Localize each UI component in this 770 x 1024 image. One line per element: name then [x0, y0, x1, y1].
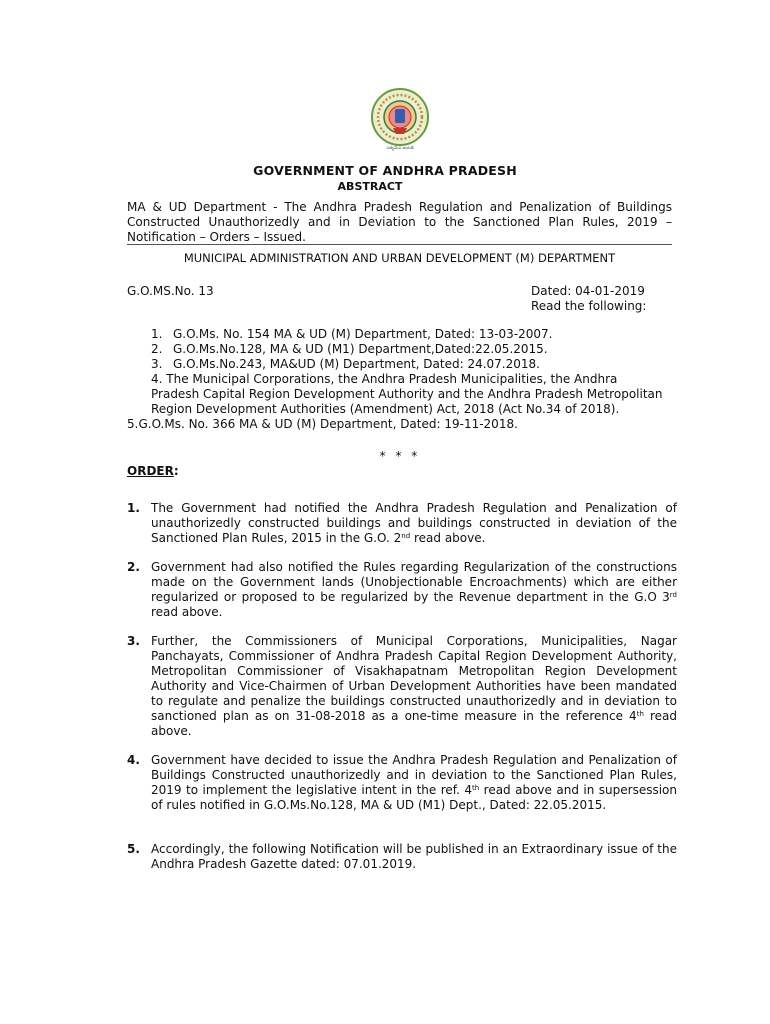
abstract-heading: ABSTRACT: [337, 180, 403, 193]
subject-text: MA & UD Department - The Andhra Pradesh Regulation and Penalization of Buildings Constructed Unauthorizedly and in Deviation to the Sanctioned Plan Rules, 2019 – Notification – Orders – Issued.: [127, 200, 672, 244]
department-name: MUNICIPAL ADMINISTRATION AND URBAN DEVELOPMENT (M) DEPARTMENT: [183, 251, 616, 265]
emblem-caption: సత్యమేవ జయతే: [386, 145, 414, 150]
reference-item: [127, 417, 666, 432]
state-emblem: [369, 88, 431, 156]
paragraph-number: 5.: [127, 842, 140, 856]
reference-text: G.O.Ms. No. 366 MA & UD (M) Department, Dated: 19-11-2018.: [138, 417, 518, 431]
reference-number: 2.: [151, 342, 163, 356]
reference-list: [127, 327, 666, 432]
government-title: GOVERNMENT OF ANDHRA PRADESH: [253, 163, 517, 178]
paragraph-number: 3.: [127, 634, 140, 648]
order-heading: ORDER: [127, 464, 174, 478]
paragraph-text: The Government had notified the Andhra Pradesh Regulation and Penalization of unauthorizedly constructed buildings and buildings constructed in deviation of the Sanctioned Plan Rules, 2015 in the G.O. 2nd read above.: [151, 501, 677, 545]
reference-item: [151, 372, 666, 417]
reference-number: 1.: [151, 327, 163, 341]
reference-text: The Municipal Corporations, the Andhra Pradesh Municipalities, the Andhra Pradesh Capital Region Development Authority and the Andhra Pradesh Metropolitan Region Development Authorities (Amendment) Act, 2018 (Act No.34 of 2018).: [151, 372, 663, 416]
go-number: G.O.MS.No. 13: [127, 284, 214, 298]
order-paragraph: [127, 753, 677, 813]
reference-item: [151, 342, 666, 357]
go-date: Dated: 04-01-2019: [531, 284, 645, 298]
reference-number: 4.: [151, 372, 163, 386]
read-following: Read the following:: [531, 299, 647, 313]
reference-item: [151, 327, 666, 342]
separator-stars: * * *: [379, 449, 421, 463]
paragraph-text: Accordingly, the following Notification will be published in an Extraordinary issue of the Andhra Pradesh Gazette dated: 07.01.2019.: [151, 842, 677, 871]
paragraph-text: Government have decided to issue the Andhra Pradesh Regulation and Penalization of Buildings Constructed unauthorizedly and in deviation to the Sanctioned Plan Rules, 2019 to implement the legislative intent in the ref. 4th read above and in supersession of rules notified in G.O.Ms.No.128, MA & UD (M1) Dept., Dated: 22.05.2015.: [151, 753, 677, 812]
order-heading-wrap: [127, 464, 179, 478]
reference-item: [151, 357, 666, 372]
reference-text: G.O.Ms.No.243, MA&UD (M) Department, Dated: 24.07.2018.: [173, 357, 540, 371]
reference-number: 5.: [127, 417, 139, 431]
paragraph-number: 4.: [127, 753, 140, 767]
reference-number: 3.: [151, 357, 163, 371]
header-divider: [127, 244, 672, 245]
order-paragraph: [127, 560, 677, 620]
order-paragraph: [127, 842, 677, 872]
order-paragraph: [127, 634, 677, 739]
order-paragraph: [127, 501, 677, 546]
paragraph-number: 2.: [127, 560, 140, 574]
paragraph-number: 1.: [127, 501, 140, 515]
paragraph-text: Further, the Commissioners of Municipal Corporations, Municipalities, Nagar Panchayats, Commissioner of Andhra Pradesh Capital Region Development Authority, Metropolitan Commissioner of Visakhapatnam Metropolitan Region Development Authority and Vice-Chairmen of Urban Development Authorities have been mandated to regulate and penalize the buildings constructed unauthorizedly and in deviation to sanctioned plan as on 31-08-2018 as a one-time measure in the reference 4th read above.: [151, 634, 678, 738]
reference-text: G.O.Ms. No. 154 MA & UD (M) Department, Dated: 13-03-2007.: [173, 327, 553, 341]
order-colon: :: [173, 464, 179, 478]
reference-text: G.O.Ms.No.128, MA & UD (M1) Department,Dated:22.05.2015.: [173, 342, 548, 356]
paragraph-text: Government had also notified the Rules regarding Regularization of the constructions made on the Government lands (Unobjectionable Encroachments) which are either regularized or proposed to be regularized by the Revenue department in the G.O 3rd read above.: [151, 560, 677, 619]
